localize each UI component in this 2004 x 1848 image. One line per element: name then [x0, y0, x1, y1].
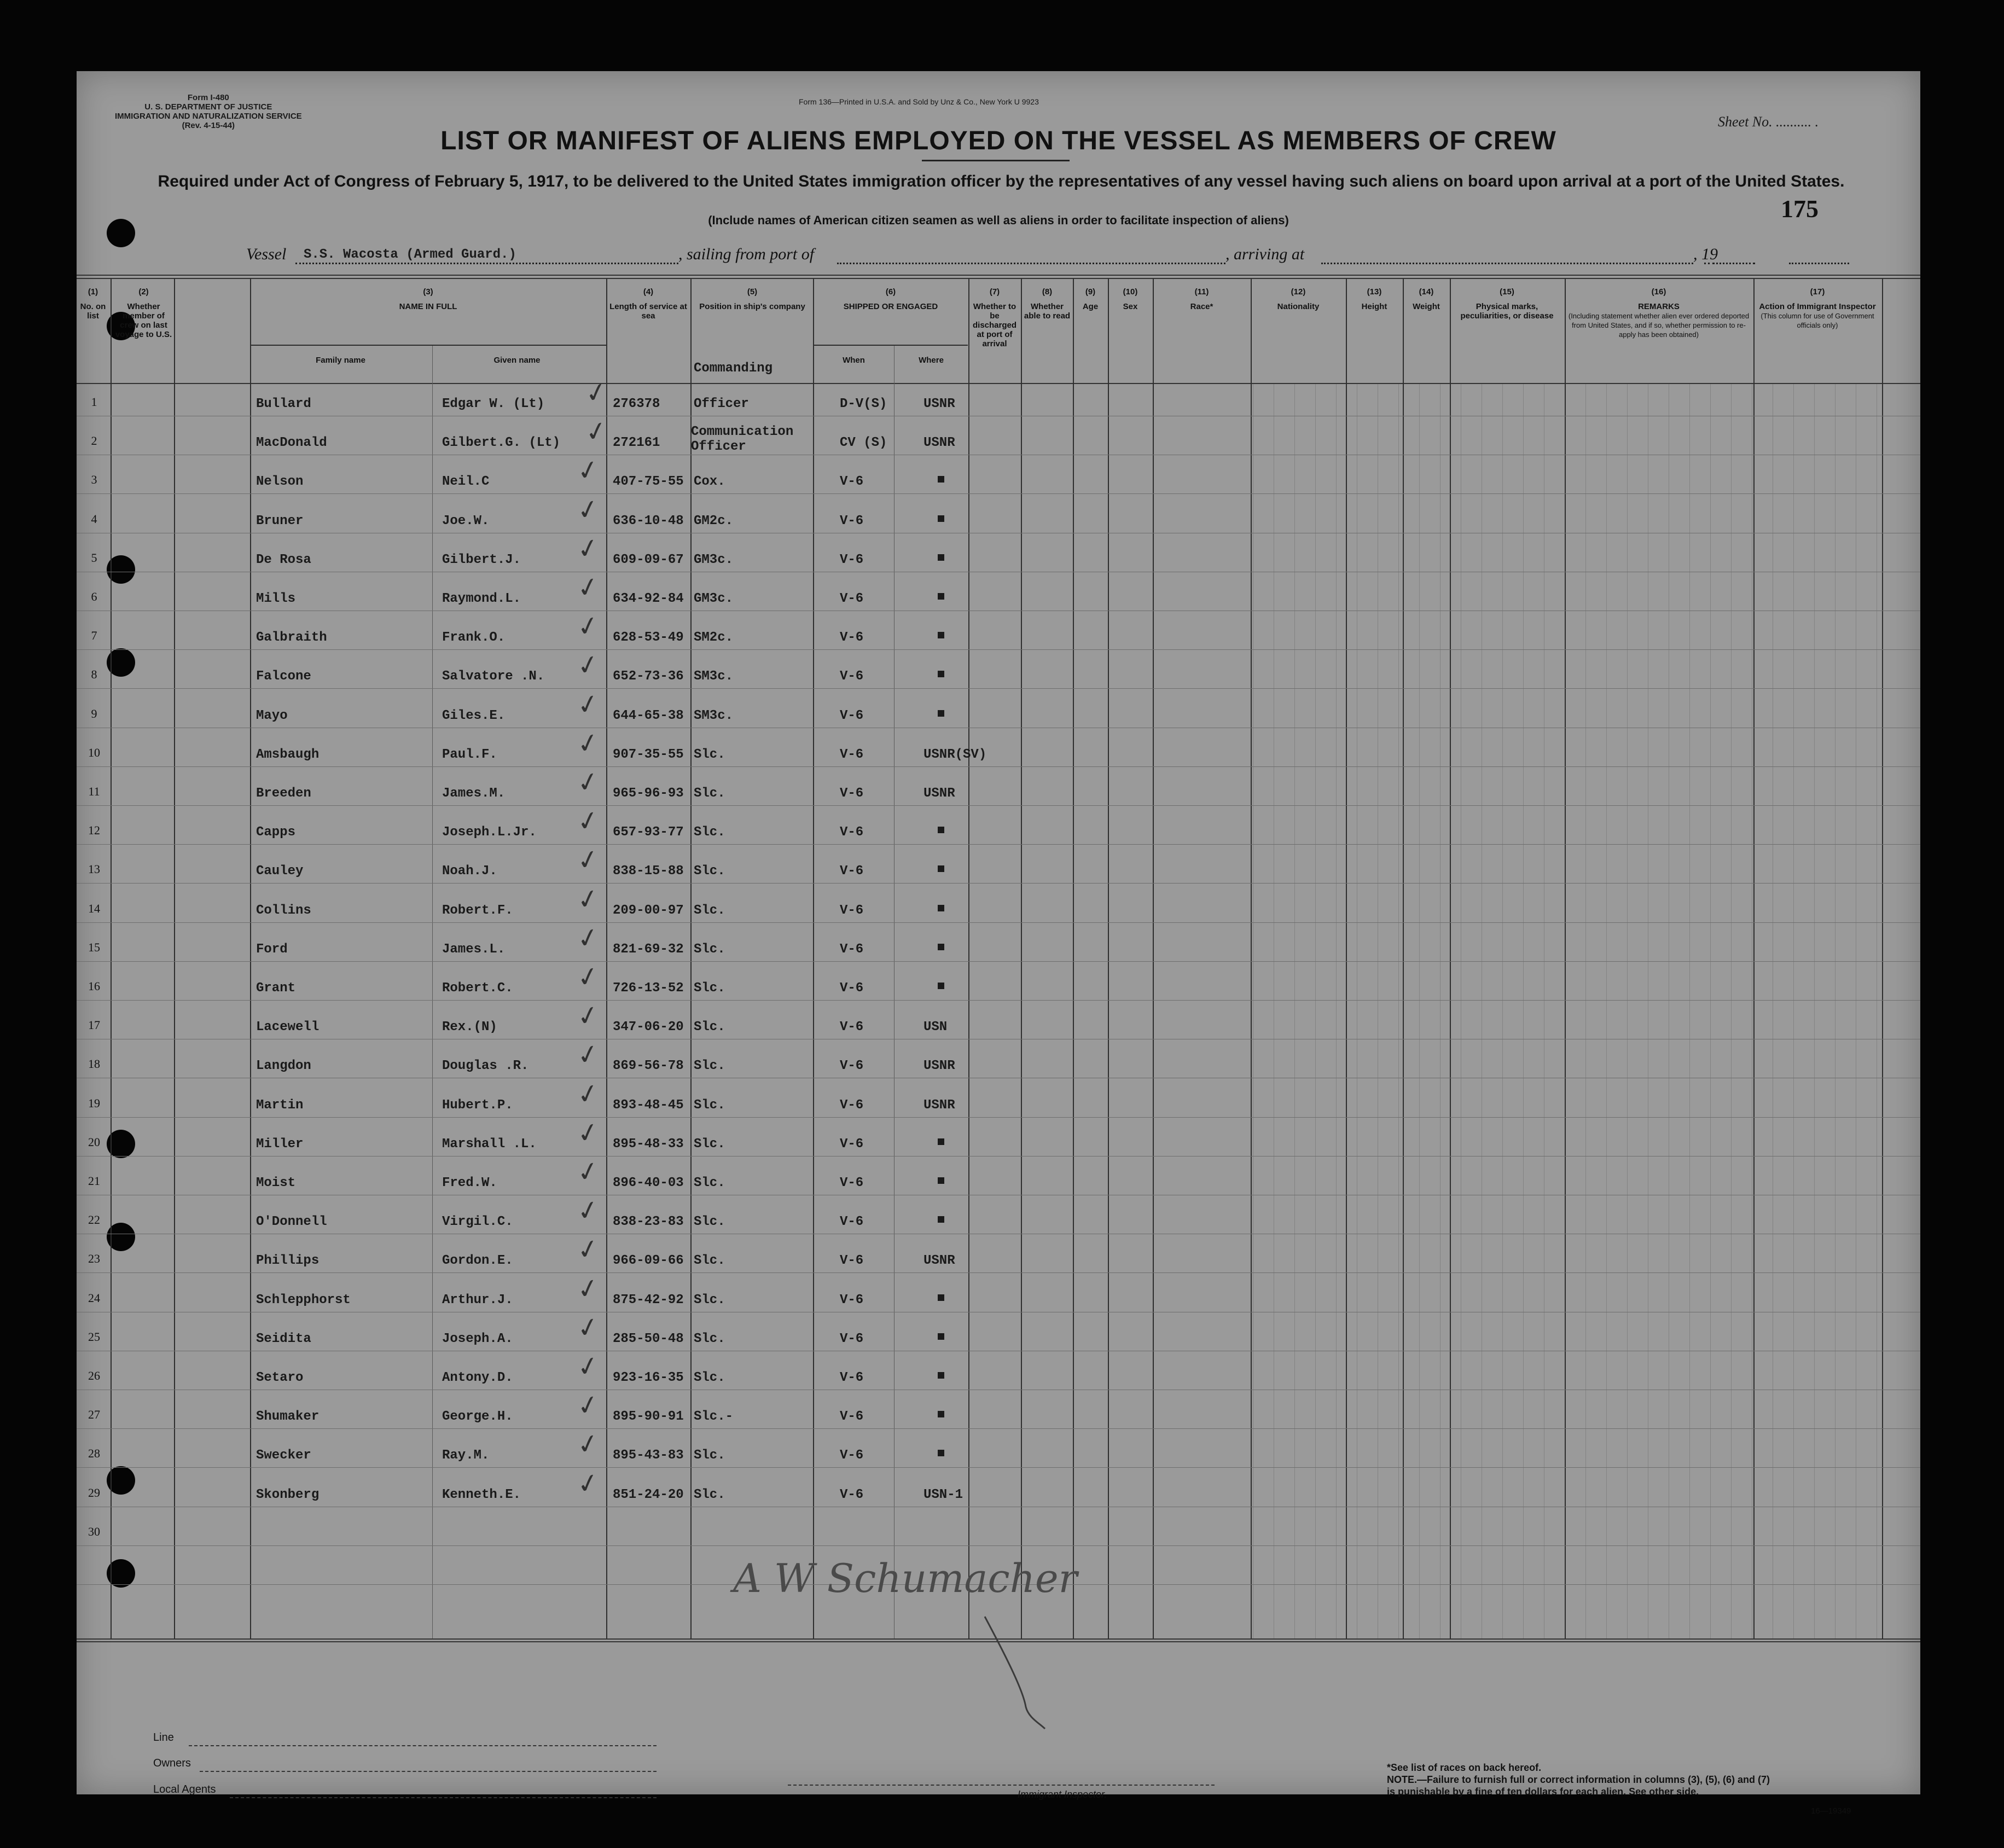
service-length: 895-90-91	[613, 1409, 684, 1425]
service-length: 209-00-97	[613, 903, 684, 918]
given-name: Edgar W. (Lt)	[442, 397, 545, 411]
manifest-sheet	[77, 71, 1920, 1816]
check-mark: ✓	[574, 1310, 602, 1345]
revision: (Rev. 4-15-44)	[182, 121, 235, 130]
family-name: Moist	[256, 1176, 296, 1190]
family-name: Mills	[256, 591, 296, 606]
position: Slc.	[694, 1487, 725, 1502]
position: Slc.	[694, 864, 725, 879]
row-number: 3	[91, 473, 97, 487]
shipped-where: USN	[923, 1020, 948, 1035]
agents-label: Local Agents	[153, 1783, 216, 1795]
position: Slc.	[694, 1331, 725, 1346]
shipped-when: V-6	[840, 1370, 864, 1385]
position: Slc.	[694, 903, 725, 918]
vessel-label: Vessel	[246, 245, 287, 263]
shipped-when: V-6	[840, 1331, 864, 1346]
col-header-name-in-full: (3) NAME IN FULL	[399, 287, 457, 311]
shipped-when: V-6	[840, 708, 864, 723]
row-number: 18	[88, 1057, 100, 1071]
given-name: Giles.E.	[442, 708, 506, 723]
service: IMMIGRATION AND NATURALIZATION SERVICE	[115, 112, 302, 121]
check-mark: ✓	[574, 531, 602, 566]
check-mark: ✓	[574, 921, 602, 956]
check-mark: ✓	[574, 1271, 602, 1306]
check-mark: ✓	[574, 998, 602, 1033]
col-header-length-of-service: (4) Length of service at sea	[609, 287, 687, 321]
row-number: 1	[91, 395, 97, 409]
shipped-when: V-6	[840, 513, 864, 528]
check-mark: ✓	[574, 842, 602, 877]
department: U. S. DEPARTMENT OF JUSTICE	[144, 102, 272, 112]
year-label: , 19	[1693, 245, 1718, 263]
shipped-when: V-6	[840, 1097, 864, 1113]
shipped-when: V-6	[840, 669, 864, 684]
family-name: Skonberg	[256, 1487, 320, 1502]
position: Slc.	[694, 981, 725, 996]
service-length: 652-73-36	[613, 669, 684, 684]
position: Slc.	[694, 1097, 725, 1113]
check-mark: ✓	[574, 804, 602, 839]
col-header-weight: (14) Weight	[1413, 287, 1440, 311]
col-header-family-name: Family name	[316, 356, 365, 365]
given-name: Rex.(N)	[442, 1020, 497, 1035]
service-length: 838-23-83	[613, 1214, 684, 1230]
family-name: Bruner	[256, 513, 304, 528]
position: Slc.	[694, 1059, 725, 1074]
position: Slc.	[694, 1448, 725, 1463]
position: Slc.	[694, 1176, 725, 1190]
given-name: Neil.C	[442, 474, 490, 490]
check-mark: ✓	[574, 687, 602, 722]
shipped-when: CV (S)	[840, 435, 887, 451]
shipped-where: USN-1	[923, 1487, 963, 1502]
shipped-where: USNR	[923, 1097, 955, 1113]
check-mark: ✓	[574, 882, 602, 917]
check-mark: ✓	[574, 960, 602, 995]
col-header-nationality: (12) Nationality	[1277, 287, 1320, 311]
given-name: Ray.M.	[442, 1448, 490, 1463]
col-header-able-to-read: (8) Whether able to read	[1024, 287, 1071, 321]
position: Slc.	[694, 1370, 725, 1385]
service-length: 895-48-33	[613, 1136, 684, 1152]
row-number: 16	[88, 979, 100, 993]
check-mark: ✓	[574, 1037, 602, 1072]
position: GM3c.	[694, 552, 734, 567]
check-mark: ✓	[574, 765, 602, 800]
line-label: Line	[153, 1731, 174, 1744]
position: Cox.	[694, 474, 725, 490]
given-name: Hubert.P.	[442, 1097, 513, 1113]
row-number: 14	[88, 901, 100, 915]
shipped-when: V-6	[840, 1409, 864, 1425]
position: GM3c.	[694, 591, 734, 606]
service-length: 965-96-93	[613, 786, 684, 801]
shipped-when: V-6	[840, 1448, 864, 1463]
given-name: Gilbert.G. (Lt)	[442, 435, 561, 451]
row-number: 4	[91, 512, 97, 526]
shipped-when: V-6	[840, 1214, 864, 1230]
row-number: 5	[91, 550, 97, 565]
shipped-where: USNR	[923, 1059, 955, 1074]
service-length: 272161	[613, 435, 660, 451]
given-name: Kenneth.E.	[442, 1487, 521, 1502]
arriving-label: , arriving at	[1225, 245, 1305, 263]
family-name: Seidita	[256, 1331, 311, 1346]
service-length: 636-10-48	[613, 513, 684, 528]
check-mark: ✓	[582, 375, 611, 410]
row-number: 26	[88, 1369, 100, 1382]
given-name: Virgil.C.	[442, 1214, 513, 1230]
shipped-when: V-6	[840, 903, 864, 918]
position: SM3c.	[694, 708, 734, 723]
shipped-when: V-6	[840, 1136, 864, 1152]
check-mark: ✓	[574, 1466, 602, 1501]
sailing-label: , sailing from port of	[678, 245, 815, 263]
position: Slc.	[694, 747, 725, 762]
check-mark: ✓	[574, 1232, 602, 1267]
col-header-shipped-engaged: (6) SHIPPED OR ENGAGED	[843, 287, 938, 311]
shipped-when: D-V(S)	[840, 397, 887, 411]
requirement-text: Required under Act of Congress of February 5, 1917, to be delivered to the United States immigration officer by the representatives of any vessel having such aliens on board upon arrival at a port of the United States.	[158, 172, 1845, 190]
service-length: 634-92-84	[613, 591, 684, 606]
row-number: 11	[88, 784, 100, 798]
service-length: 657-93-77	[613, 825, 684, 840]
col-header-given-name: Given name	[493, 356, 541, 365]
family-name: Martin	[256, 1097, 304, 1113]
position: Slc.	[694, 1253, 725, 1269]
position: Slc.	[694, 1136, 725, 1152]
row-number: 22	[88, 1213, 100, 1227]
family-name: Falcone	[256, 669, 311, 684]
row-number: 20	[88, 1135, 100, 1149]
position: Slc.-	[694, 1409, 734, 1425]
col-header-race: (11) Race*	[1190, 287, 1213, 311]
check-mark: ✓	[574, 570, 602, 605]
agents-field-rule	[230, 1797, 657, 1798]
family-name: Langdon	[256, 1059, 311, 1074]
sheet-number-label: Sheet No. .......... .	[1718, 114, 1819, 130]
family-name: Collins	[256, 903, 311, 918]
row-number: 28	[88, 1446, 100, 1461]
col-header-when: When	[843, 356, 865, 365]
family-name: Phillips	[256, 1253, 320, 1269]
given-name: Robert.C.	[442, 981, 513, 996]
service-length: 895-43-83	[613, 1448, 684, 1463]
col-header-where: Where	[919, 356, 944, 365]
col-header-remarks: (16) REMARKS (Including statement whether alien ever ordered deported from United States, and if so, whether permission to re-apply has been obtained)	[1568, 287, 1750, 339]
position: Slc.	[694, 1020, 725, 1035]
col-header-no: (1) No. on list	[80, 287, 106, 321]
family-name: Amsbaugh	[256, 747, 320, 762]
given-name: James.L.	[442, 942, 506, 957]
page-title: LIST OR MANIFEST OF ALIENS EMPLOYED ON THE VESSEL AS MEMBERS OF CREW	[440, 126, 1556, 155]
shipped-where: USNR	[923, 1253, 955, 1269]
family-name: Ford	[256, 942, 288, 957]
row-number: 24	[88, 1291, 100, 1305]
shipped-when: V-6	[840, 981, 864, 996]
given-name: Joe.W.	[442, 513, 490, 528]
given-name: Salvatore .N.	[442, 669, 545, 684]
shipped-when: V-6	[840, 864, 864, 879]
row-number: 21	[88, 1174, 100, 1188]
check-mark: ✓	[574, 648, 602, 683]
check-mark: ✓	[574, 609, 602, 644]
shipped-when: V-6	[840, 1176, 864, 1190]
inspector-signature	[77, 71, 1920, 1794]
position: Slc.	[694, 1292, 725, 1307]
row-number: 27	[88, 1408, 100, 1422]
line-field-rule	[189, 1745, 657, 1746]
inspector-label: Immigrant Inspector.	[1018, 1789, 1107, 1800]
col-header-position: (5) Position in ship's company	[699, 287, 805, 311]
given-name: Paul.F.	[442, 747, 497, 762]
check-mark: ✓	[574, 1115, 602, 1150]
family-name: Lacewell	[256, 1020, 320, 1035]
check-mark: ✓	[574, 1427, 602, 1462]
check-mark: ✓	[574, 1077, 602, 1112]
form-number: Form I-480	[187, 93, 229, 102]
service-length: 893-48-45	[613, 1097, 684, 1113]
shipped-when: V-6	[840, 942, 864, 957]
family-name: De Rosa	[256, 552, 311, 567]
position: SM2c.	[694, 630, 734, 646]
check-mark: ✓	[574, 492, 602, 527]
service-length: 347-06-20	[613, 1020, 684, 1035]
family-name: Miller	[256, 1136, 304, 1152]
penalty-note: NOTE.—Failure to furnish full or correct information in columns (3), (5), (6) and (7) is punishable by a fine of ten dollars for each alien. See other side.	[1387, 1774, 1770, 1797]
position-prefix: Commanding	[694, 361, 773, 376]
position: Slc.	[694, 786, 725, 801]
position: Officer	[691, 439, 746, 455]
check-mark: ✓	[582, 414, 611, 449]
family-name: Nelson	[256, 474, 304, 490]
shipped-when: V-6	[840, 1059, 864, 1074]
check-mark: ✓	[574, 453, 602, 488]
shipped-when: V-6	[840, 474, 864, 490]
given-name: Robert.F.	[442, 903, 513, 918]
shipped-where: USNR	[923, 397, 955, 411]
service-length: 407-75-55	[613, 474, 684, 490]
service-length: 851-24-20	[613, 1487, 684, 1502]
position: Communication	[691, 425, 794, 440]
service-length: 966-09-66	[613, 1253, 684, 1269]
family-name: MacDonald	[256, 435, 327, 451]
family-name: Swecker	[256, 1448, 311, 1463]
position: Slc.	[694, 942, 725, 957]
given-name: Antony.D.	[442, 1370, 513, 1385]
row-number: 17	[88, 1018, 100, 1032]
col-header-height: (13) Height	[1361, 287, 1387, 311]
col-header-physical-marks: (15) Physical marks, peculiarities, or disease	[1460, 287, 1554, 321]
row-number: 10	[88, 745, 100, 759]
races-note: *See list of races on back hereof.	[1387, 1762, 1542, 1773]
shipped-where: USNR	[923, 786, 955, 801]
row-number: 23	[88, 1252, 100, 1266]
service-length: 838-15-88	[613, 864, 684, 879]
owners-field-rule	[200, 1771, 657, 1772]
service-length: 276378	[613, 397, 660, 411]
shipped-when: V-6	[840, 747, 864, 762]
row-number: 30	[88, 1524, 100, 1538]
service-length: 923-16-35	[613, 1370, 684, 1385]
given-name: Arthur.J.	[442, 1292, 513, 1307]
shipped-when: V-6	[840, 1253, 864, 1269]
check-mark: ✓	[574, 1154, 602, 1189]
row-number: 2	[91, 434, 97, 448]
include-note: (Include names of American citizen seamen as well as aliens in order to facilitate inspection of aliens)	[708, 213, 1289, 227]
family-name: O'Donnell	[256, 1214, 327, 1230]
position: GM2c.	[694, 513, 734, 528]
shipped-when: V-6	[840, 1487, 864, 1502]
row-number: 13	[88, 862, 100, 876]
given-name: Gilbert.J.	[442, 552, 521, 567]
check-mark: ✓	[574, 1193, 602, 1228]
shipped-where: USNR(SV)	[923, 747, 987, 762]
row-number: 25	[88, 1329, 100, 1344]
service-length: 609-09-67	[613, 552, 684, 567]
service-length: 285-50-48	[613, 1331, 684, 1346]
col-header-discharged: (7) Whether to be discharged at port of arrival	[972, 287, 1017, 348]
row-number: 15	[88, 940, 100, 954]
form-code: 16—19349	[1811, 1806, 1851, 1816]
owners-label: Owners	[153, 1757, 191, 1769]
given-name: James.M.	[442, 786, 506, 801]
row-number: 7	[91, 629, 97, 643]
service-length: 907-35-55	[613, 747, 684, 762]
given-name: Frank.O.	[442, 630, 506, 646]
service-length: 875-42-92	[613, 1292, 684, 1307]
shipped-when: V-6	[840, 591, 864, 606]
family-name: Setaro	[256, 1370, 304, 1385]
family-name: Galbraith	[256, 630, 327, 646]
service-length: 896-40-03	[613, 1176, 684, 1190]
given-name: Gordon.E.	[442, 1253, 513, 1269]
family-name: Cauley	[256, 864, 304, 879]
given-name: Fred.W.	[442, 1176, 497, 1190]
family-name: Breeden	[256, 786, 311, 801]
service-length: 821-69-32	[613, 942, 684, 957]
service-length: 628-53-49	[613, 630, 684, 646]
family-name: Bullard	[256, 397, 311, 411]
family-name: Capps	[256, 825, 296, 840]
row-number: 9	[91, 706, 97, 720]
vessel-value: S.S. Wacosta (Armed Guard.)	[304, 247, 516, 262]
col-header-age: (9) Age	[1082, 287, 1099, 311]
shipped-where: USNR	[923, 435, 955, 451]
given-name: George.H.	[442, 1409, 513, 1425]
printer-note: Form 136—Printed in U.S.A. and Sold by Unz & Co., New York U 9923	[799, 97, 1039, 106]
family-name: Schlepphorst	[256, 1292, 351, 1307]
family-name: Shumaker	[256, 1409, 320, 1425]
page-number: 175	[1781, 195, 1819, 223]
row-number: 6	[91, 590, 97, 603]
check-mark: ✓	[574, 1349, 602, 1384]
given-name: Joseph.L.Jr.	[442, 825, 537, 840]
col-header-sex: (10) Sex	[1123, 287, 1138, 311]
given-name: Marshall .L.	[442, 1136, 537, 1152]
col-header-inspector-action: (17) Action of Immigrant Inspector (This column for use of Government officials only)	[1759, 287, 1876, 329]
family-name: Mayo	[256, 708, 288, 723]
position: Slc.	[694, 825, 725, 840]
service-length: 726-13-52	[613, 981, 684, 996]
given-name: Douglas .R.	[442, 1059, 529, 1074]
shipped-when: V-6	[840, 630, 864, 646]
inspector-field-rule	[788, 1785, 1215, 1786]
given-name: Raymond.L.	[442, 591, 521, 606]
given-name: Joseph.A.	[442, 1331, 513, 1346]
shipped-when: V-6	[840, 825, 864, 840]
given-name: Noah.J.	[442, 864, 497, 879]
shipped-when: V-6	[840, 1292, 864, 1307]
row-number: 19	[88, 1096, 100, 1110]
position: SM3c.	[694, 669, 734, 684]
family-name: Grant	[256, 981, 296, 996]
shipped-when: V-6	[840, 786, 864, 801]
service-length: 644-65-38	[613, 708, 684, 723]
check-mark: ✓	[574, 1388, 602, 1423]
row-number: 8	[91, 667, 97, 682]
shipped-when: V-6	[840, 1020, 864, 1035]
signature-text: A W Schumacher	[733, 1555, 1078, 1601]
shipped-when: V-6	[840, 552, 864, 567]
position: Officer	[694, 397, 749, 411]
position: Slc.	[694, 1214, 725, 1230]
row-number: 29	[88, 1485, 100, 1500]
check-mark: ✓	[574, 726, 602, 761]
service-length: 869-56-78	[613, 1059, 684, 1074]
row-number: 12	[88, 823, 100, 838]
col-header-member-of-crew: (2) Whether member of crew on last voyage to U.S.	[115, 287, 172, 339]
